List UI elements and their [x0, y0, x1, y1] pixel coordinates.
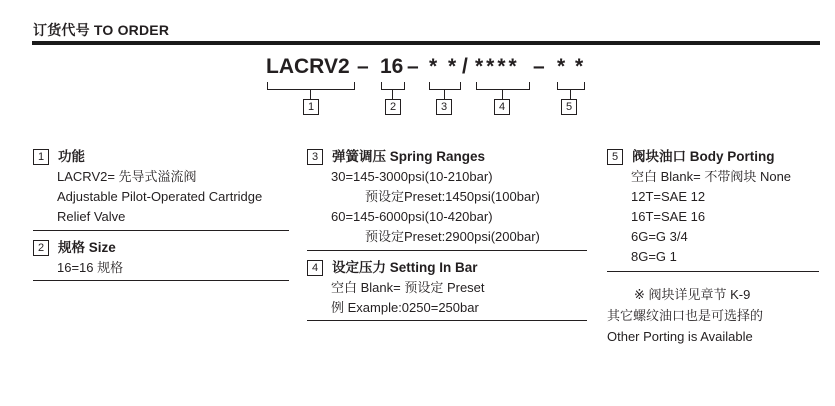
bracket-4 [476, 82, 530, 90]
code-porting-2: * [575, 55, 584, 78]
column-porting [607, 147, 822, 347]
spring-preset-line: 预设定Preset:2900psi(200bar) [365, 229, 540, 244]
bracket-stem-3 [444, 89, 445, 99]
section-number-box: 3 [307, 149, 323, 165]
code-box-4: 4 [494, 99, 510, 115]
section-divider [33, 230, 289, 231]
spring-range-line: 30=145-3000psi(10-210bar) [331, 169, 493, 184]
porting-line: 8G=G 1 [631, 249, 677, 264]
bracket-3 [429, 82, 461, 90]
size-line: 16=16 规格 [57, 260, 124, 275]
code-box-1: 1 [303, 99, 319, 115]
note-line: Other Porting is Available [607, 329, 753, 344]
porting-line: 空白 Blank= 不带阀块 None [631, 169, 792, 184]
code-slash: / [462, 55, 468, 78]
code-box-2: 2 [385, 99, 401, 115]
section-function-header [33, 147, 289, 167]
section-function-title: 功能 [58, 149, 85, 164]
column-function-size [33, 147, 289, 281]
porting-line: 6G=G 3/4 [631, 229, 688, 244]
bracket-5 [557, 82, 585, 90]
section-divider [307, 250, 587, 251]
spring-range-line: 60=145-6000psi(10-420bar) [331, 209, 493, 224]
code-dash: – [407, 55, 419, 78]
section-size-title: 规格 Size [58, 240, 116, 255]
code-size: 16 [380, 55, 404, 78]
page-title: 订货代号 TO ORDER [33, 22, 170, 38]
section-number-box: 4 [307, 260, 323, 276]
section-size-header [33, 238, 289, 258]
section-porting-header [607, 147, 822, 167]
porting-line: 12T=SAE 12 [631, 189, 706, 204]
spring-preset-line: 预设定Preset:1450psi(100bar) [365, 189, 540, 204]
bracket-stem-1 [310, 89, 311, 99]
code-porting-1: * [557, 55, 566, 78]
function-line: Relief Valve [57, 209, 126, 224]
section-number-box: 5 [607, 149, 623, 165]
bracket-stem-4 [502, 89, 503, 99]
code-setting: **** [475, 55, 520, 78]
header-divider [32, 41, 820, 45]
code-box-3: 3 [436, 99, 452, 115]
code-spring-2: * [448, 55, 457, 78]
bracket-stem-2 [392, 89, 393, 99]
function-line: Adjustable Pilot-Operated Cartridge [57, 189, 263, 204]
code-dash: – [533, 55, 545, 78]
section-divider [307, 320, 587, 321]
bracket-stem-5 [570, 89, 571, 99]
section-spring-title: 弹簧调压 Spring Ranges [332, 149, 486, 164]
section-spring-header [307, 147, 587, 167]
note-line: 其它螺纹油口也是可选择的 [607, 308, 764, 323]
bracket-1 [267, 82, 355, 90]
note-line: ※ 阀块详见章节 K-9 [634, 287, 751, 302]
code-model: LACRV2 [266, 55, 350, 78]
setting-line: 例 Example:0250=250bar [331, 300, 479, 315]
section-setting-title: 设定压力 Setting In Bar [332, 260, 478, 275]
section-porting-title: 阀块油口 Body Porting [632, 149, 775, 164]
section-divider [33, 280, 289, 281]
section-number-box: 2 [33, 240, 49, 256]
order-code [0, 55, 835, 125]
section-setting-header [307, 258, 587, 278]
porting-notes [607, 284, 822, 347]
setting-line: 空白 Blank= 预设定 Preset [331, 280, 485, 295]
code-spring-1: * [429, 55, 438, 78]
code-box-5: 5 [561, 99, 577, 115]
function-line: LACRV2= 先导式溢流阀 [57, 169, 197, 184]
section-number-box: 1 [33, 149, 49, 165]
column-spring-setting [307, 147, 587, 321]
porting-line: 16T=SAE 16 [631, 209, 706, 224]
code-dash: – [357, 55, 369, 78]
section-divider [607, 271, 819, 272]
bracket-2 [381, 82, 405, 90]
